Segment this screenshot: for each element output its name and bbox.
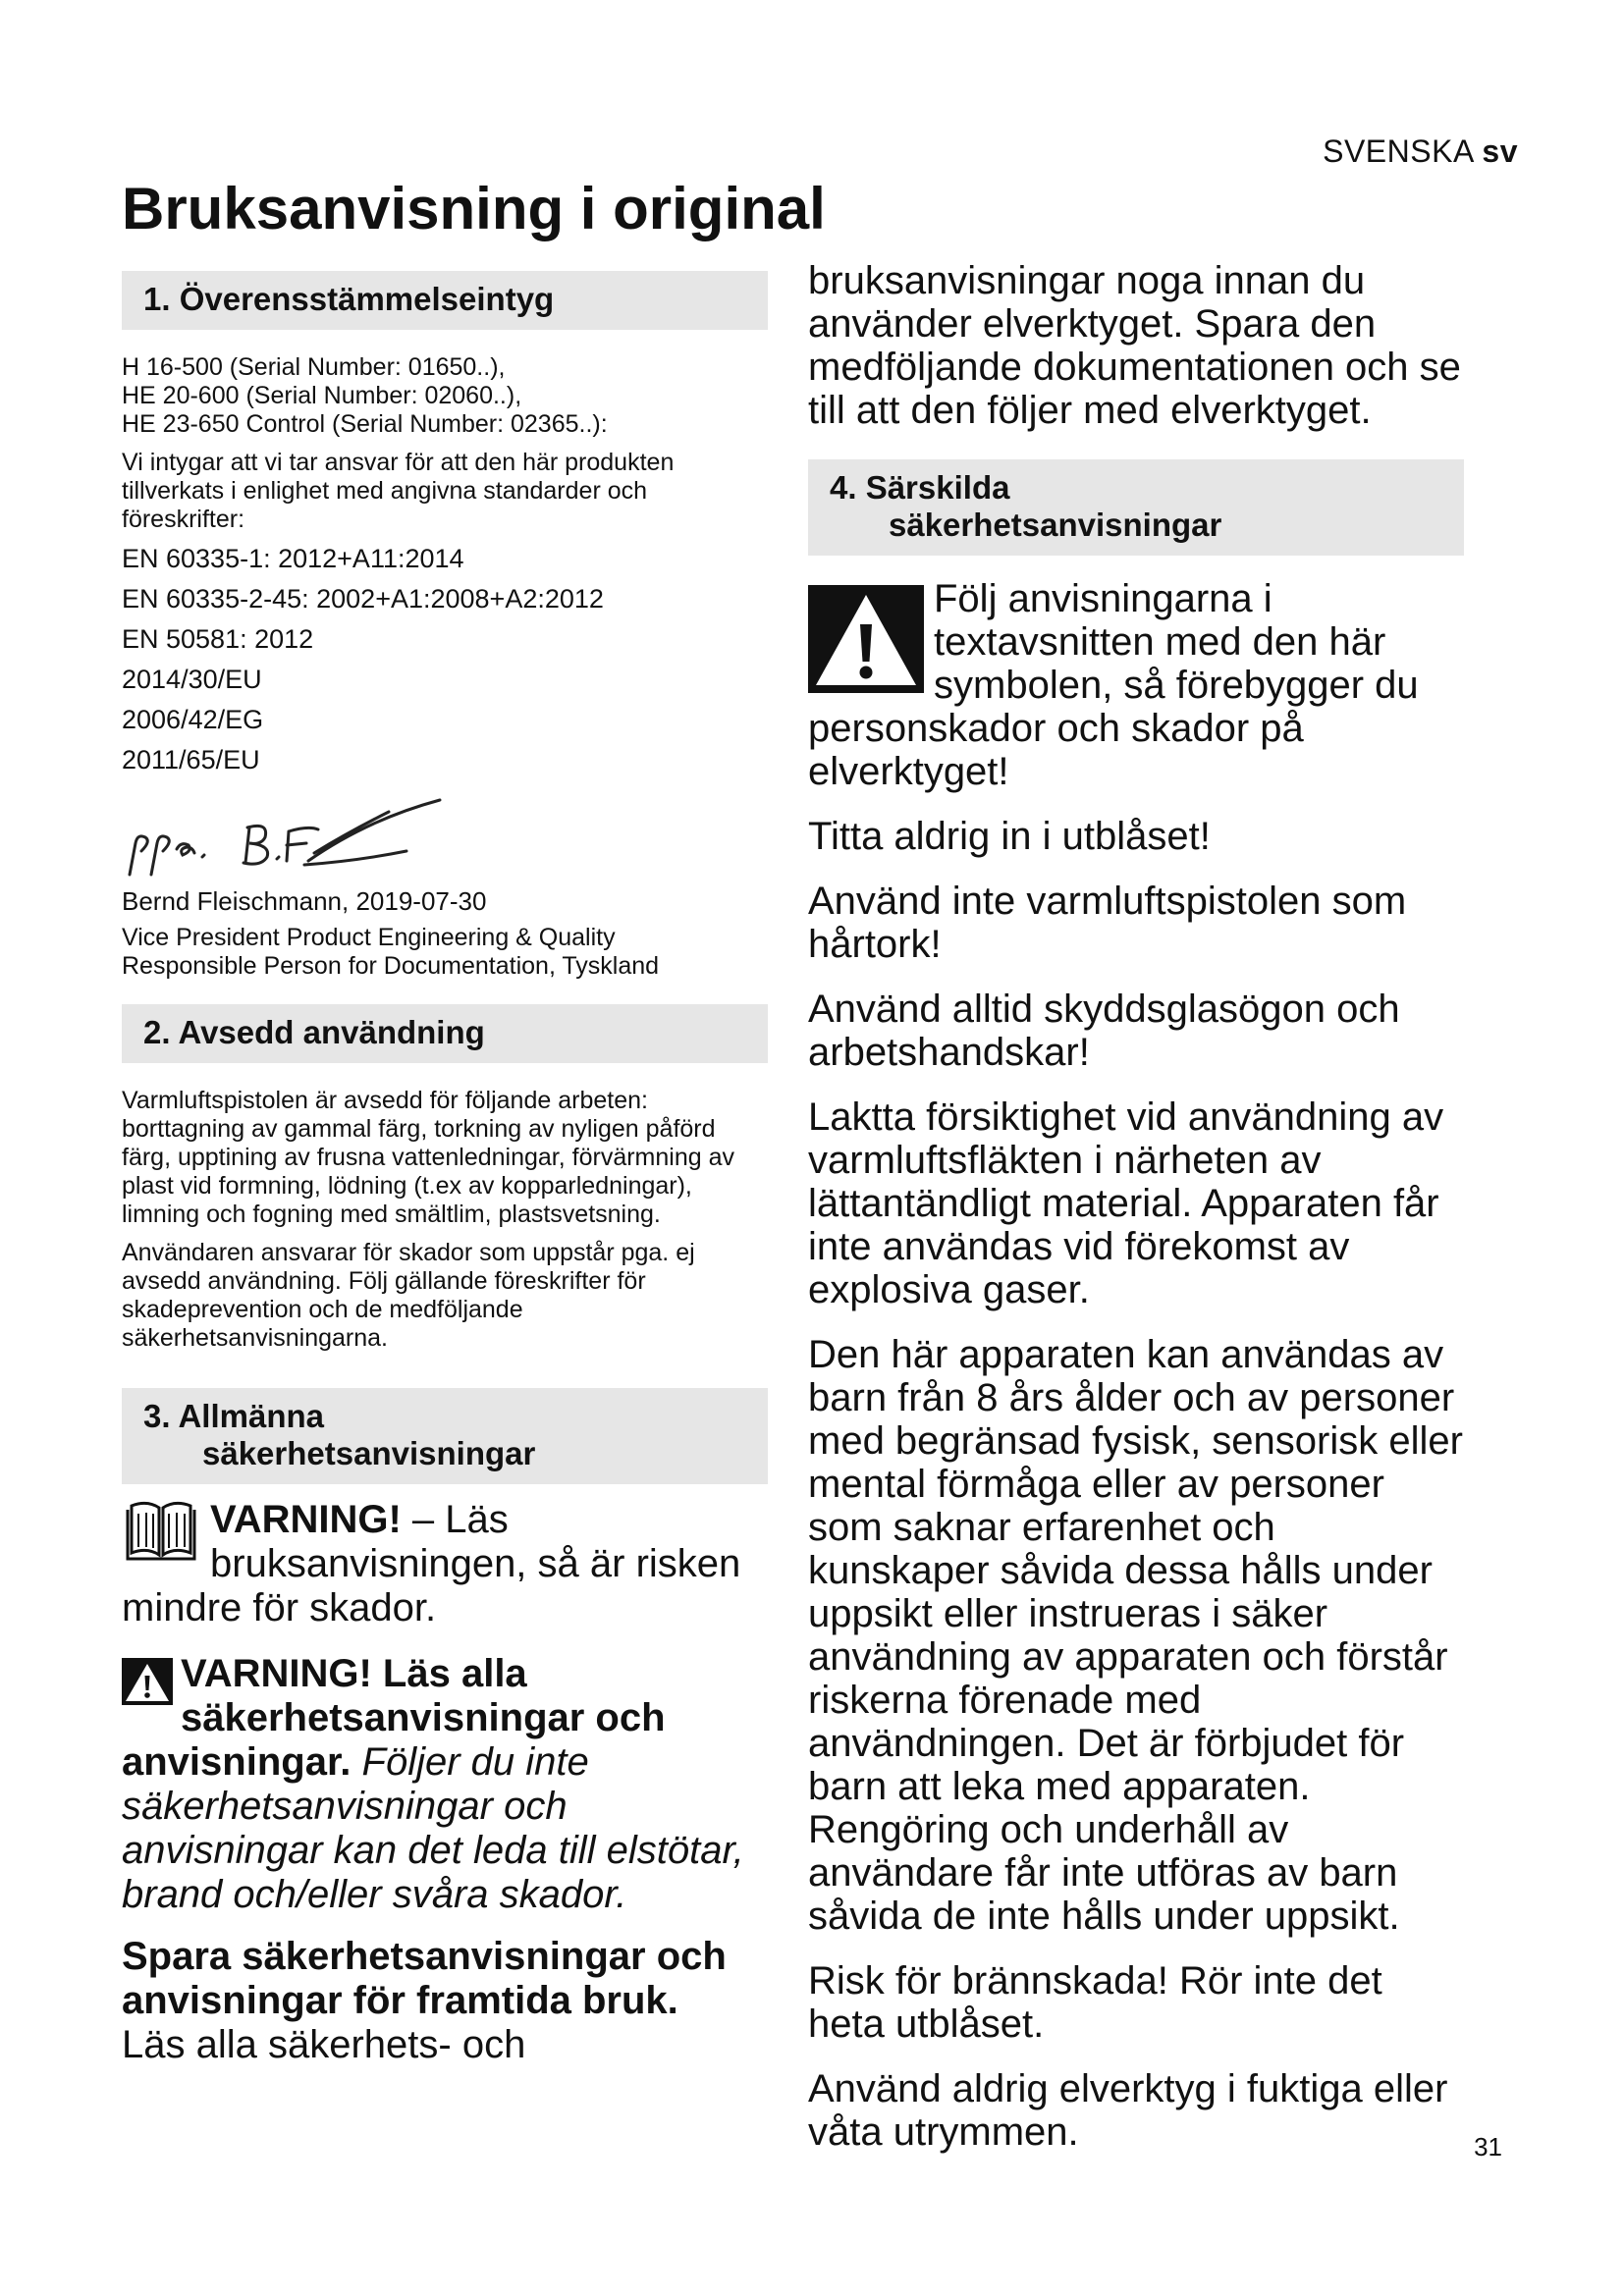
section-3-title: säkerhetsanvisningar <box>202 1435 536 1471</box>
section-1-heading: 1. Överensstämmelseintyg <box>122 271 768 330</box>
model-line: H 16-500 (Serial Number: 01650..), <box>122 353 506 381</box>
warning-triangle-icon <box>808 585 924 698</box>
signature <box>122 792 768 886</box>
page-number: 31 <box>1474 2132 1502 2162</box>
section-3-number: 3. Allmänna <box>143 1398 324 1434</box>
section-4-heading <box>808 459 1464 556</box>
warning-triangle-icon <box>122 1658 173 1710</box>
signature-graphic <box>122 792 456 886</box>
model-line: HE 20-600 (Serial Number: 02060..), <box>122 382 522 409</box>
general-warning <box>122 1652 768 1917</box>
signer-name: Bernd Fleischmann, 2019-07-30 <box>122 886 487 916</box>
read-manual-warning <box>122 1498 768 1630</box>
signer-role: Vice President Product Engineering & Quality <box>122 924 616 951</box>
safety-item: Använd aldrig elverktyg i fuktiga eller våta utrymmen. <box>808 2067 1448 2154</box>
language-label <box>1323 133 1518 170</box>
safety-item: Använd alltid skyddsglasögon och arbetshandskar! <box>808 988 1400 1074</box>
section-3-heading <box>122 1388 768 1484</box>
safety-item: Den här apparaten kan användas av barn från 8 års ålder och av personer med begränsad fysisk, sensorisk eller mental förmåga eller av personer som saknar erfarenhet och kunskaper såvida dessa hålls under uppsikt eller instrueras i säker användning av apparaten och förstår riskerna förenade med användningen. Det är förbjudet för barn att leka med apparaten. Rengöring och underhåll av användare får inte utföras av barn såvida de inte hålls under uppsikt. <box>808 1333 1463 1938</box>
warning-2-text: Följer du inte säkerhetsanvisningar och anvisningar kan det leda till elstötar, brand och/eller svåra skador. <box>122 1740 744 1916</box>
safety-item: Använd inte varmluftspistolen som hårtork! <box>808 880 1407 966</box>
signer-responsibility: Responsible Person for Documentation, Tyskland <box>122 952 660 980</box>
right-column <box>808 259 1464 2154</box>
special-warning <box>808 577 1464 793</box>
standard-item: EN 60335-2-45: 2002+A1:2008+A2:2012 <box>122 584 604 614</box>
page-title: Bruksanvisning i original <box>122 176 826 241</box>
model-list <box>122 353 768 439</box>
standard-item: 2006/42/EG <box>122 705 264 734</box>
declaration-text: Vi intygar att vi tar ansvar för att den här produkten tillverkats i enlighet med angivna standarder och föreskrifter: <box>122 449 675 533</box>
liability-text: Användaren ansvarar för skador som uppstår pga. ej avsedd användning. Följ gällande föreskrifter för skadeprevention och de medföljande säkerhetsanvisningarna. <box>122 1239 695 1352</box>
section-4-number: 4. Särskilda <box>830 469 1010 506</box>
safety-item: Laktta försiktighet vid användning av varmluftsfläkten i närheten av lättantändligt material. Apparaten får inte användas vid förekomst av explosiva gaser. <box>808 1095 1444 1311</box>
warning-1-text: – Läs bruksanvisningen, så är risken mindre för skador. <box>122 1498 741 1629</box>
book-icon <box>122 1498 200 1572</box>
safety-item: Risk för brännskada! Rör inte det heta utblåset. <box>808 1959 1382 2046</box>
standard-item: 2014/30/EU <box>122 665 262 694</box>
standard-item: 2011/65/EU <box>122 745 260 774</box>
model-line: HE 23-650 Control (Serial Number: 02365..): <box>122 410 608 438</box>
standards-list <box>122 544 768 774</box>
special-warning-text: Följ anvisningarna i textavsnitten med den här symbolen, så förebygger du personskador och skador på elverktyget! <box>808 577 1419 793</box>
section-3-continuation: bruksanvisningar noga innan du använder elverktyget. Spara den medföljande dokumentationen och se till att den följer med elverktyget. <box>808 259 1461 432</box>
intended-use-text: Varmluftspistolen är avsedd för följande arbeten: borttagning av gammal färg, torkning av nyligen påförd färg, upptining av frusna vattenledningar, förvärmning av plast vid formning, lödning (t.ex av kopparledningar), limning och fogning med smältlim, plastsvetsning. <box>122 1087 734 1228</box>
safety-item: Titta aldrig in i utblåset! <box>808 815 1211 858</box>
warning-1-label: VARNING! <box>210 1498 402 1541</box>
language-code: sv <box>1482 133 1518 169</box>
save-instructions-text: Läs alla säkerhets- och <box>122 2023 526 2066</box>
section-4-title: säkerhetsanvisningar <box>889 507 1222 543</box>
standard-item: EN 60335-1: 2012+A11:2014 <box>122 544 464 573</box>
language-name: SVENSKA <box>1323 133 1474 169</box>
section-2-heading: 2. Avsedd användning <box>122 1004 768 1063</box>
standard-item: EN 50581: 2012 <box>122 624 314 654</box>
save-instructions-bold: Spara säkerhetsanvisningar och anvisningar för framtida bruk. <box>122 1935 727 2022</box>
left-column <box>122 271 768 2067</box>
save-instructions <box>122 1935 768 2067</box>
warning-2-label: VARNING! Läs alla säkerhetsanvisningar och anvisningar. <box>122 1652 666 1784</box>
